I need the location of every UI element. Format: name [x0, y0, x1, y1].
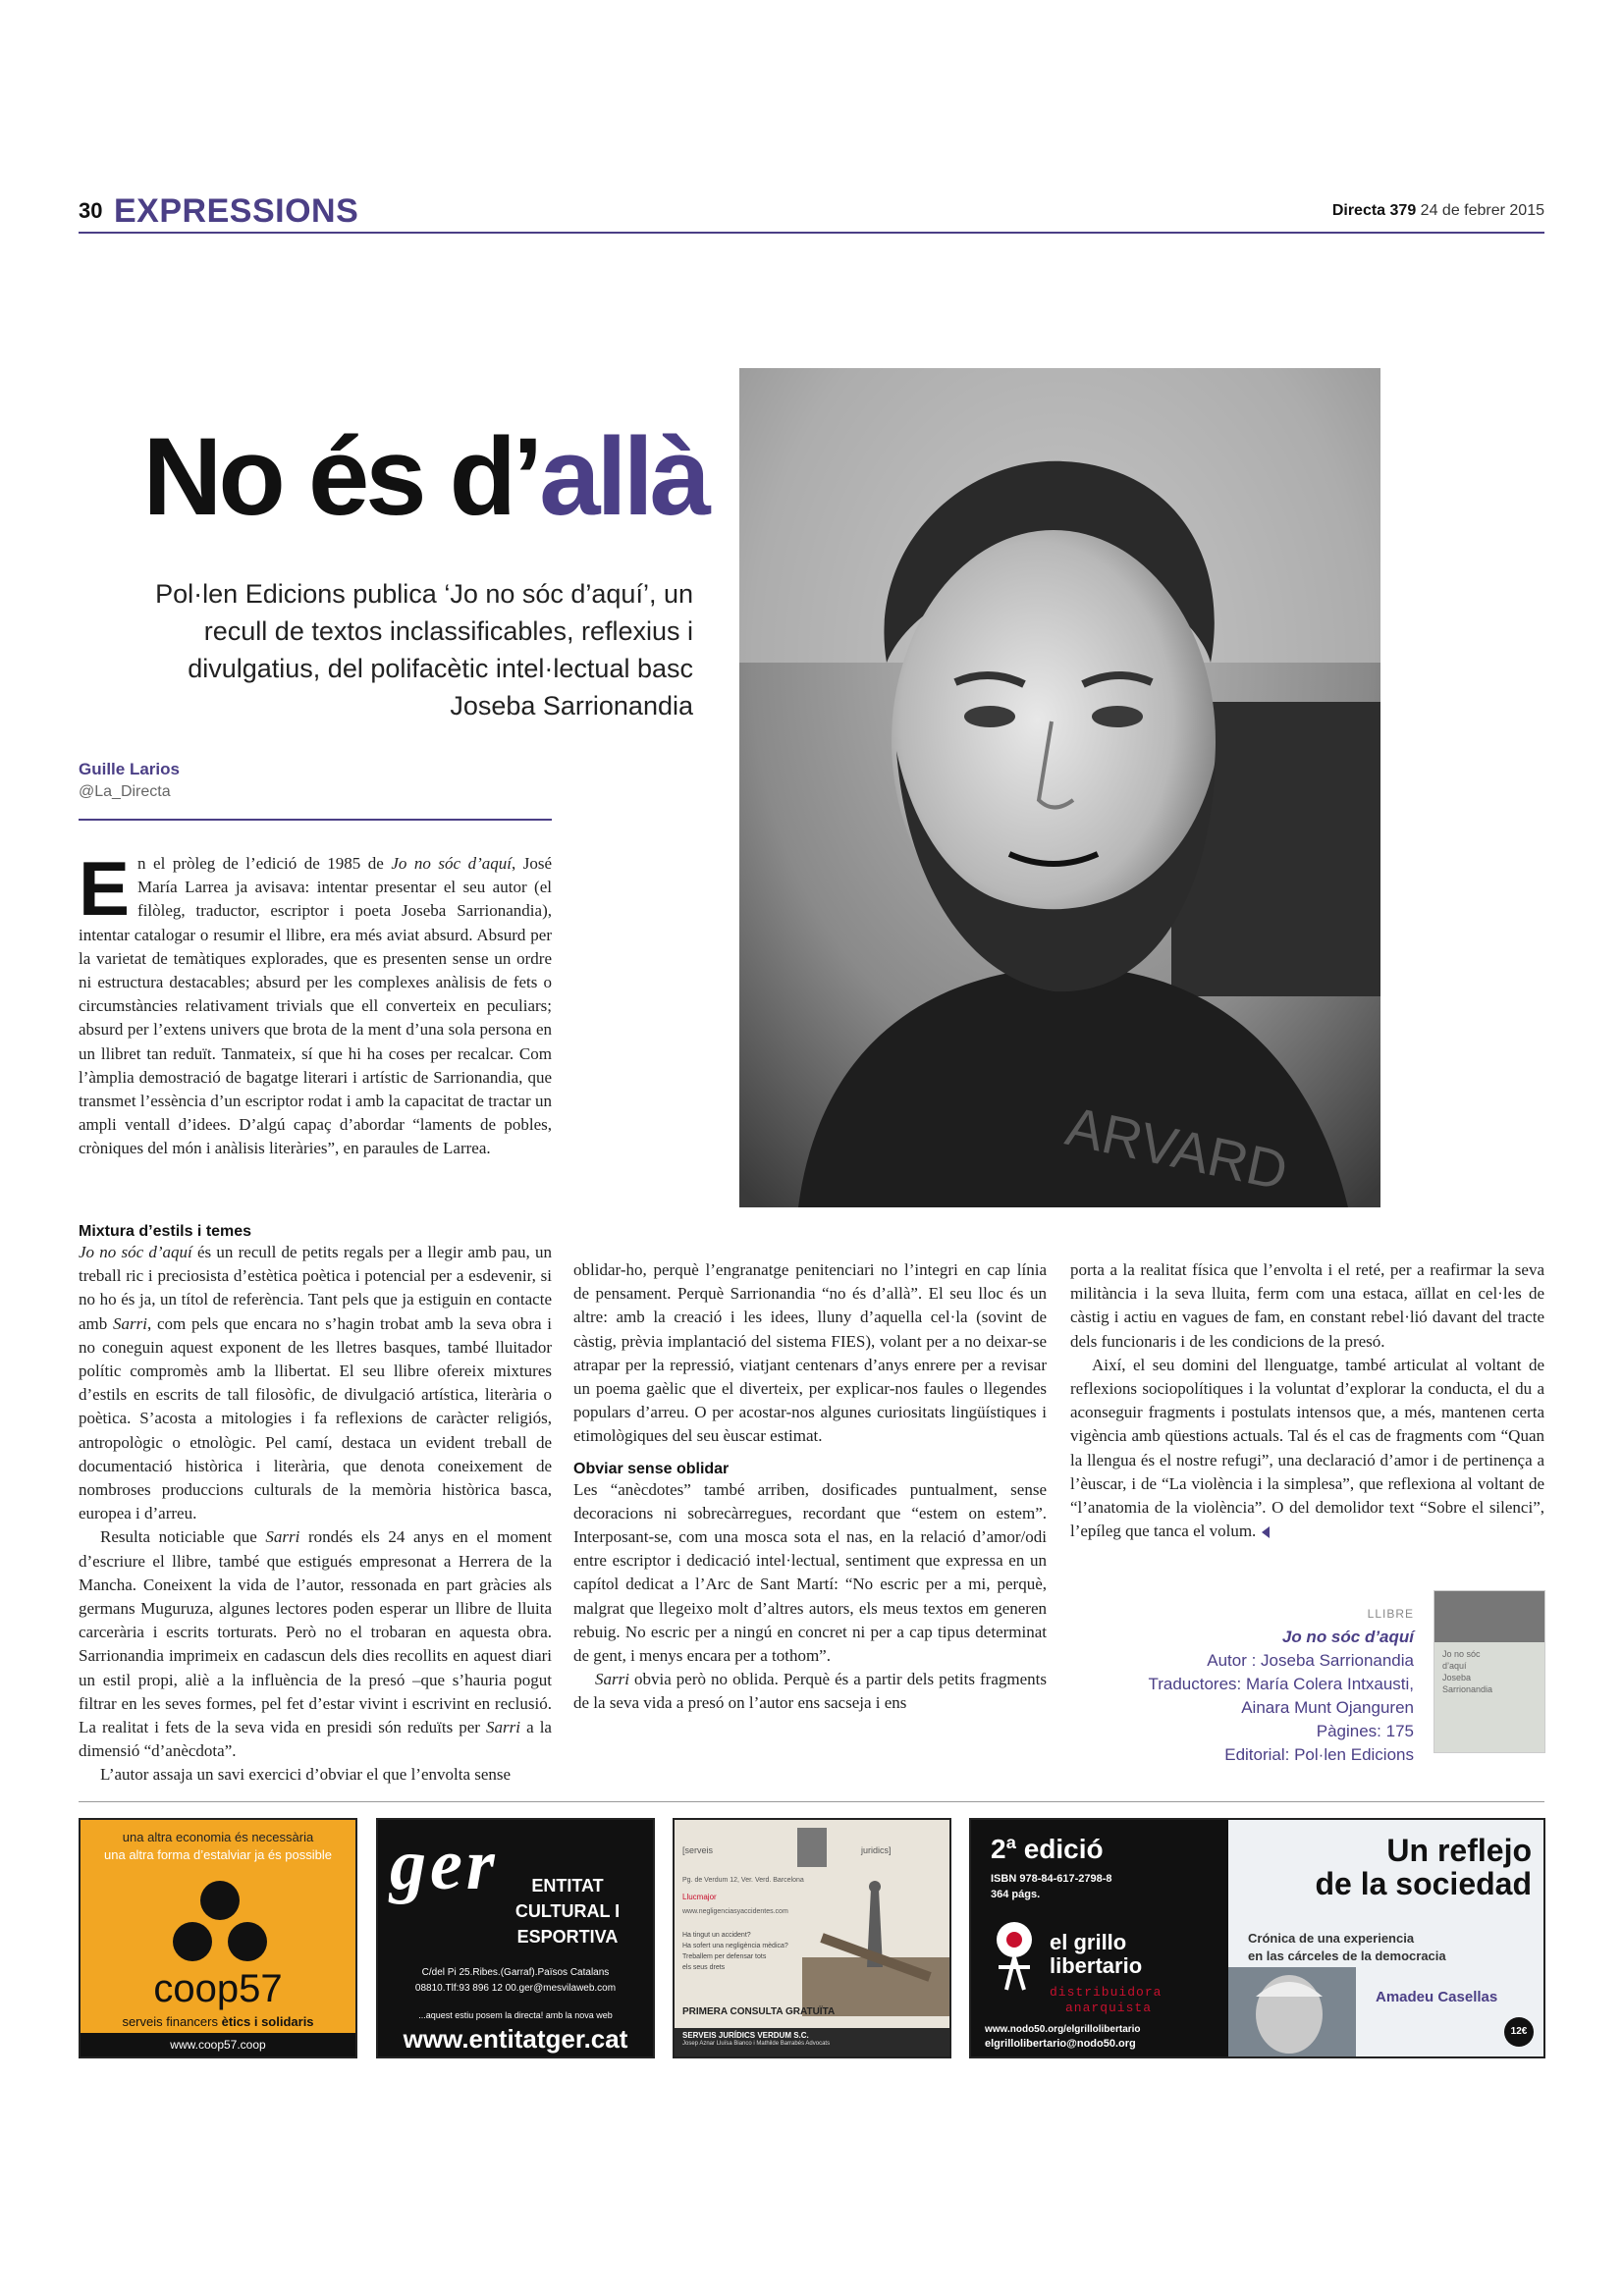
col2-paragraph-2: Les “anècdotes” també arriben, dosificades puntualment, sense decoracions ni sobrecàrregues, recordant que “estem on estem”. Interposant-se, com una mosca sota el nas, en la relació d’amor/odi entre escriptor i dedicació intel·lectual, sentiment que expressa en un capítol dedicat a l’Arc de Sant Martí: “No escric per a mi, perquè, malgrat que llegeixo molt d’altres autors, els meus textos em generen rebuig. No escric per a ningú en concret ni per a cap tipus determinat de gent, i menys encara per a tothom”. [573, 1479, 1047, 1666]
grillo-web[interactable]: www.nodo50.org/elgrillolibertario [985, 2024, 1141, 2035]
cover-line-4: Sarrionandia [1442, 1684, 1493, 1694]
p3-text-b: rondés els 24 anys en el moment d’escriure el llibre, també que estigués empresonat a Herrera de la Mancha. Coneixent la vida de l’autor, ressonada en part gràcies als germans Muguruza, algunes lectores poden esperar un llibre de lluita carcerària i escrits torturats. Però no el trobaran en aquesta obra. Sarrionandia imprimeix en cadascun dels dies recollits en aquest diari un estil propi, aliè a la influència de la presó –que s’hauria pogut filtrar en les seves formes, pel fet d’estar vivint i escrivint en reclusió. La realitat i fets de la seva vida en presidi són reduïts per [79, 1527, 552, 1737]
book-author: Autor : Joseba Sarrionandia [1207, 1651, 1414, 1670]
verdum-footer [675, 2028, 949, 2057]
grillo-dist-1: distribuidora [1050, 1985, 1163, 2000]
article-column-3 [1070, 1258, 1544, 1543]
grillo-author-photo [1228, 1967, 1356, 2056]
p3-sarri-2: Sarri [486, 1718, 521, 1737]
ger-line-2: CULTURAL I [514, 1901, 621, 1921]
article-column-1-intro [79, 845, 553, 1161]
article-subtitle: Pol·len Edicions publica ‘Jo no sóc d’aquí’, un recull de textos inclassificables, reflexius i divulgatius, del polifacètic intel·lectual basc Joseba Sarrionandia [155, 579, 693, 721]
article-column-2 [573, 1258, 1047, 1716]
ad-el-grillo-libertario[interactable] [969, 1818, 1545, 2058]
cover-line-2: d’aquí [1442, 1661, 1467, 1671]
verdum-questions [682, 1930, 810, 1973]
article-column-1 [79, 1211, 552, 1788]
article-intro-paragraph [79, 845, 553, 1161]
col2-sarri: Sarri [595, 1670, 629, 1689]
book-title: Jo no sóc d’aquí [1281, 1628, 1414, 1646]
col2-paragraph-3 [573, 1668, 1047, 1715]
grillo-price-badge: 12€ [1504, 2017, 1534, 2047]
verdum-brand-right: juridics] [861, 1845, 892, 1855]
verdum-q2: Ha sofert una negligència mèdica? [682, 1943, 788, 1949]
intro-book-title: Jo no sóc d’aquí [391, 854, 512, 873]
ger-note: ...aquest estiu posem la directa! amb la nova web [418, 2010, 613, 2020]
book-cover-image [1434, 1590, 1545, 1753]
book-pages: Pàgines: 175 [1316, 1722, 1414, 1740]
grillo-dist-2: anarquista [1065, 2001, 1153, 2015]
subheading-obviar: Obviar sense oblidar [573, 1460, 730, 1477]
subheading-mixtura: Mixtura d’estils i temes [79, 1223, 252, 1240]
grillo-isbn: ISBN 978-84-617-2798-8 [991, 1873, 1112, 1885]
verdum-address: Pg. de Verdum 12, Ver. Verd. Barcelona [682, 1877, 804, 1884]
article-title [88, 415, 707, 538]
ger-line-1: ENTITAT [531, 1876, 604, 1896]
grillo-author: Amadeu Casellas [1376, 1989, 1498, 2005]
ger-line-3: ESPORTIVA [516, 1927, 619, 1947]
ger-url[interactable]: www.entitatger.cat [403, 2024, 628, 2054]
p3-sarri: Sarri [265, 1527, 300, 1547]
grillo-book-sub-2: en las cárceles de la democracia [1248, 1949, 1446, 1963]
grillo-book-title-1: Un reflejo [1386, 1833, 1532, 1868]
verdum-brand-left: [serveis [682, 1845, 714, 1855]
ger-logo: ger [390, 1825, 499, 1905]
col3-paragraph-2 [1070, 1354, 1544, 1544]
svg-text:ARVARD: ARVARD [1060, 1095, 1293, 1202]
book-publisher: Editorial: Pol·len Edicions [1224, 1745, 1414, 1764]
col2-paragraph-1: oblidar-ho, perquè l’engranatge penitenciari no l’integri en cap línia de pensament. Perquè Sarrionandia “no és d’allà”. El seu lloc és un altre: amb la creació i les idees, lluny d’aquella cel·la (sovint de càstig, prèvia implantació del sistema FIES), volant per a no deixar-se atrapar per la repressió, viatjant centenars d’anys enrere per a revisar un poema gaèlic que el diverteix, per explicar-nos faules o llegendes populars d’arreu. O per acostar-nos algunes curiositats lingüístiques i etimològiques del seu èuscar estimat. [573, 1260, 1047, 1446]
intro-text-a: n el pròleg de l’edició de 1985 de [137, 854, 392, 873]
byline-author: Guille Larios [79, 760, 180, 778]
issue-info [1332, 202, 1544, 220]
grillo-brand-2: libertario [1050, 1953, 1143, 1978]
ad-coop57[interactable] [79, 1818, 357, 2058]
article-paragraph-3 [79, 1525, 552, 1763]
verdum-web[interactable]: www.negligenciasyaccidentes.com [682, 1908, 788, 1915]
ger-phone: 08810.Tlf:93 896 12 00.ger@mesvilaweb.com [414, 1983, 617, 1994]
grillo-pages: 364 págs. [991, 1889, 1041, 1900]
book-translators-1: Traductores: María Colera Intxausti, [1148, 1675, 1414, 1693]
coop-tagline-b: ètics i solidaris [221, 2014, 314, 2029]
col3-p2-text: Així, el seu domini del llenguatge, també articulat al voltant de reflexions sociopolítiques i la voluntat d’explorar la conducta, el du a aconseguir fragments i postulats intensos que, a més, mantenen certa vigència amb qüestions actuals. Tal és el cas de fragments com “Quan la llengua és el nostre refugi”, una declaració d’amor i de pertinença a l’èuscar, i de “La violència i la simplesa”, que reflexiona al voltant de “l’anatomia de la violència”. O del demolidor text “Sobre el silenci”, l’epíleg que tanca el volum. [1070, 1355, 1544, 1541]
grillo-brand-1: el grillo [1050, 1930, 1127, 1954]
publication-name: Directa 379 [1331, 202, 1417, 219]
verdum-q3: Treballem per defensar tots [682, 1953, 767, 1960]
p3-text-c: a la dimensió “d’anècdota”. [79, 1718, 552, 1761]
grillo-book-sub-1: Crónica de una experiencia [1248, 1931, 1415, 1946]
section-title: EXPRESSIONS [114, 192, 359, 230]
cover-line-3: Joseba [1442, 1673, 1472, 1682]
book-label: LLIBRE [1367, 1607, 1414, 1621]
coop-line-2: una altra forma d’estalviar ja és possible [104, 1847, 332, 1862]
col2-p3-text: obvia però no oblida. Perquè és a partir dels petits fragments de la seva vida a presó on l’autor ens sacseja i ens [573, 1670, 1047, 1713]
cricket-icon [985, 1916, 1044, 1995]
book-translators-2: Ainara Munt Ojanguren [1241, 1698, 1414, 1717]
ads-divider [79, 1801, 1544, 1802]
verdum-q1: Ha tingut un accident? [682, 1932, 751, 1939]
ger-tagline [486, 1873, 649, 1949]
title-main: No és d’ [142, 415, 540, 538]
article-paragraph-2 [79, 1241, 552, 1525]
end-mark-icon [1262, 1526, 1270, 1538]
coop-brand: coop57 [153, 1967, 283, 2010]
col3-paragraph-1: porta a la realitat física que l’envolta i el reté, per a reafirmar la seva militància i la seva lluita, ferm com una estaca, aïllat en cel·les de càstig i actiu en vagues de fam, en constant rebel·lió davant del tracte dels funcionaris i de les condicions de la presó. [1070, 1260, 1544, 1351]
coop-url[interactable]: www.coop57.coop [81, 2033, 355, 2056]
coop-logo-icon [161, 1877, 279, 1975]
p3-text-a: Resulta noticiable que [100, 1527, 266, 1547]
verdum-firm: SERVEIS JURÍDICS VERDUM S.C. [682, 2031, 809, 2040]
grillo-book-title-2: de la sociedad [1315, 1866, 1532, 1901]
grillo-book-title [1315, 1834, 1532, 1900]
header-rule [79, 232, 1544, 234]
ad-serveis-juridics[interactable] [673, 1818, 951, 2058]
p2-text-a: és un recull de petits regals per a llegir amb pau, un treball ric i preciosista d’estètica poètica i potencial per a esdevenir, si no ho és ja, un títol de referència. Tant pels que ja estiguin en contacte amb [79, 1243, 552, 1333]
verdum-metro: Llucmajor [682, 1893, 717, 1901]
justice-statue-icon [802, 1879, 949, 2016]
p2-book-title: Jo no sóc d’aquí [79, 1243, 192, 1261]
coop-tagline [81, 2014, 355, 2029]
grillo-left-panel [971, 1820, 1221, 2056]
issue-date: 24 de febrer 2015 [1420, 202, 1544, 219]
grillo-book-subtitle [1248, 1930, 1446, 1965]
coop-line-1: una altra economia és necessària [122, 1830, 314, 1844]
page-number: 30 [79, 198, 103, 223]
author-photo [739, 368, 1380, 1207]
verdum-logo-icon [797, 1828, 827, 1867]
byline-handle: @La_Directa [79, 783, 171, 800]
intro-text-b: , José María Larrea ja avisava: intentar presentar el seu autor (el filòleg, traductor, escriptor i poeta Joseba Sarrionandia), intentar catalogar o resumir el llibre, era més aviat absurd. Absurd per la varietat de temàtiques explorades, que es presenten sense un ordre ni estructura destacables; absurd per les complexes anàlisis de fets o circumstàncies relativament trivials que ell converteix en peculiars; absurd per l’extens univers que brota de la ment d’una sola persona en un llibret tan reduït. Tanmateix, sí que hi ha coses per recalcar. Com l’àmplia demostració de bagatge literari i artístic de Sarrionandia, que transmet l’essència d’un escriptor rodat i amb la capacitat de tractar un ampli ventall d’idees. D’algú capaç d’abordar “laments de pobles, cròniques del món i anàlisis literàries”, en paraules de Larrea. [79, 854, 553, 1158]
grillo-book-cover [1228, 1820, 1543, 2056]
p2-sarri: Sarri [113, 1313, 147, 1333]
grillo-edition: 2ª edició [991, 1834, 1104, 1864]
book-cover-photo [1434, 1591, 1544, 1642]
drop-cap: E [79, 845, 131, 932]
cover-line-1: Jo no sóc [1442, 1649, 1481, 1659]
grillo-email[interactable]: elgrillolibertario@nodo50.org [985, 2038, 1136, 2050]
ad-entitat-ger[interactable] [376, 1818, 655, 2058]
ger-address: C/del Pi 25.Ribes.(Garraf).Països Catalans [421, 1967, 610, 1978]
book-info-box [1070, 1602, 1414, 1767]
title-accent: allà [539, 415, 707, 538]
verdum-names: Josep Aznar Lluïsa Bianco i Mathilde Barrabés Advocats [682, 2041, 831, 2047]
verdum-consult: PRIMERA CONSULTA GRATUÏTA [682, 2006, 836, 2017]
article-paragraph-4: L’autor assaja un savi exercici d’obviar el que l’envolta sense [100, 1765, 512, 1785]
coop-tagline-a: serveis financers [122, 2014, 222, 2029]
verdum-q4: els seus drets [682, 1964, 726, 1971]
byline-rule [79, 819, 552, 821]
p2-text-b: , com pels que encara no s’hagin trobat amb la seva obra i no coneguin aquest exponent de les lletres basques, també lluitador polític compromès amb la llibertat. El seu llibre ofereix mixtures d’estils en escrits de tall filosòfic, de divulgació artística, literària o poètica. S’acosta a mitologies i fa reflexions de caràcter religiós, antropològic o etnològic. Pel camí, destaca un evident treball de documentació històrica i literària, que denota coneixement de nombroses produccions culturals de la memòria històrica basca, europea i d’arreu. [79, 1313, 552, 1523]
